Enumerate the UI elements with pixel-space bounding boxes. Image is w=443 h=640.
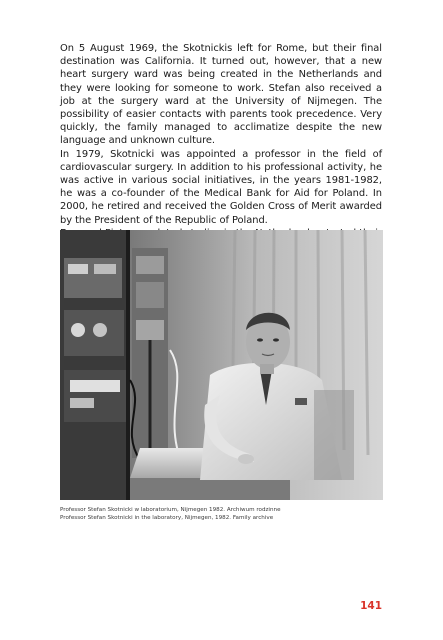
caption-polish: Professor Stefan Skotnicki w laboratorium, Nijmegen 1982. Archiwum rodzinne — [60, 507, 281, 513]
photo-caption — [60, 506, 390, 522]
caption-english: Professor Stefan Skotnicki in the laboratory, Nijmegen, 1982. Family archive — [60, 515, 274, 521]
paragraph-1: On 5 August 1969, the Skotnickis left for Rome, but their final destination was California. It turned out, however, that a new heart surgery ward was being created in the Netherlands and they were looking for someone to work. Stefan also received a job at the surgery ward at the University of Nijmegen. The possibility of easier contacts with parents took precedence. Very quickly, the family managed to acclimatize despite the new language and unknown culture. — [60, 43, 382, 147]
page-number: 141 — [360, 600, 382, 612]
photo-professor-in-laboratory — [60, 230, 383, 500]
photo-image — [60, 230, 383, 500]
paragraph-2: In 1979, Skotnicki was appointed a professor in the field of cardiovascular surgery. In addition to his professional activity, he was active in various social initiatives, in the years 1981-1982, he was a co-founder of the Medical Bank for Aid for Poland. In 2000, he retired and received the Golden Cross of Merit awarded by the President of the Republic of Poland. — [60, 148, 382, 226]
